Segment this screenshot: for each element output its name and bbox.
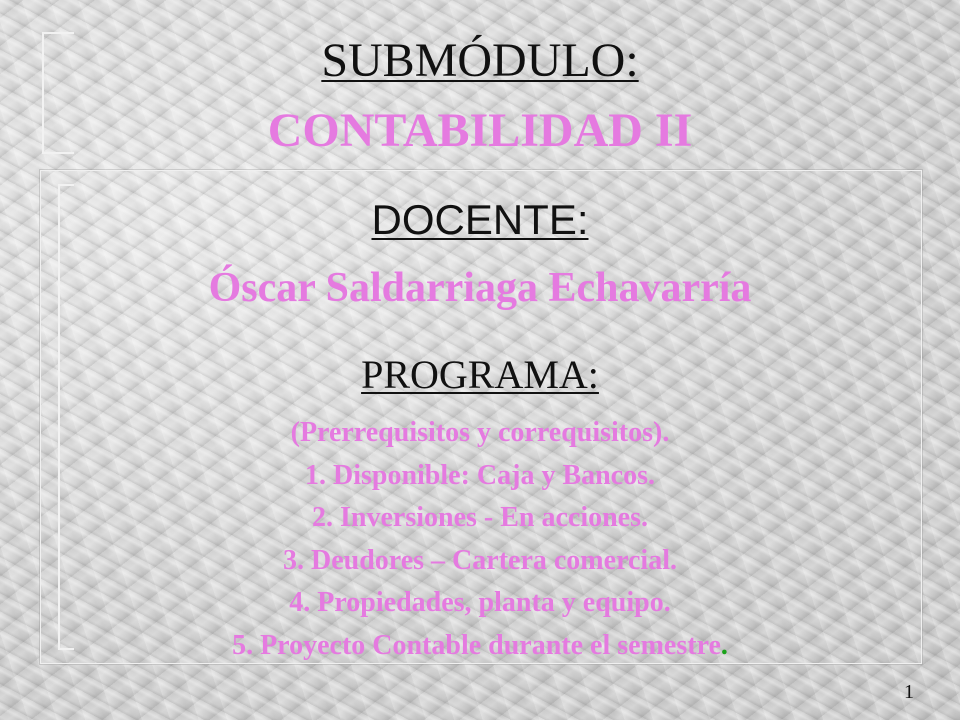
program-item-2: 2. Inversiones - En acciones. [312, 502, 648, 533]
program-item-5: 5. Proyecto Contable durante el semestre [232, 629, 721, 661]
program-list [0, 412, 960, 667]
program-item-5-row [0, 625, 960, 668]
program-item-4: 4. Propiedades, planta y equipo. [289, 587, 671, 618]
teacher-name: Óscar Saldarriaga Echavarría [208, 265, 752, 311]
teacher-label: DOCENTE: [371, 196, 589, 243]
program-item-1: 1. Disponible: Caja y Bancos. [304, 459, 656, 491]
program-item-3: 3. Deudores – Cartera comercial. [283, 544, 677, 576]
program-prerequisites: (Prerrequisitos y correquisitos). [290, 417, 670, 448]
program-label: PROGRAMA: [361, 352, 599, 397]
submodule-label: SUBMÓDULO: [321, 34, 639, 87]
page-number: 1 [904, 681, 914, 703]
submodule-title: CONTABILIDAD II [267, 104, 693, 157]
final-period: . [720, 629, 728, 661]
